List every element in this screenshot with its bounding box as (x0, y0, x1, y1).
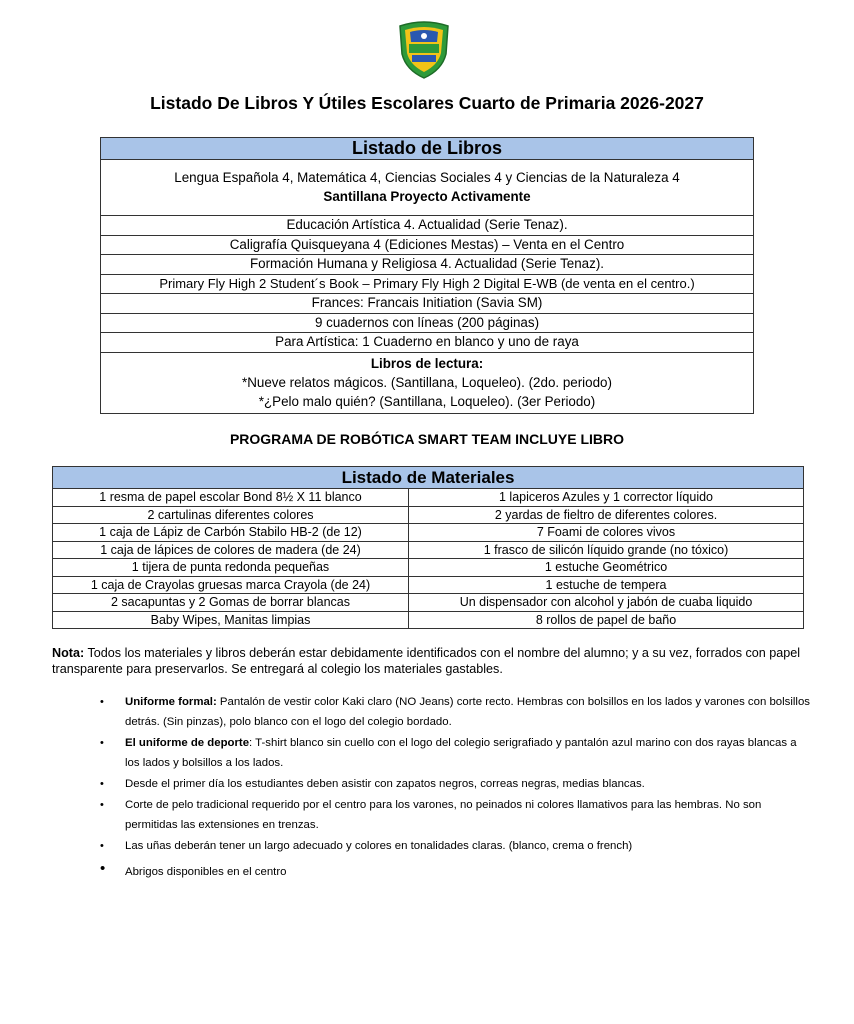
material-item: 1 frasco de silicón líquido grande (no tóxico) (409, 541, 804, 559)
note-text: Todos los materiales y libros deberán estar debidamente identificados con el nombre del alumno; y a su vez, forrados con papel transparente para preservarlos. Se entregará al colegio los materiales gastables. (52, 646, 801, 676)
table-row (53, 541, 804, 559)
books-main-publisher: Santillana Proyecto Activamente (323, 189, 531, 204)
list-item (100, 774, 810, 794)
book-row: Para Artística: 1 Cuaderno en blanco y uno de raya (101, 333, 754, 353)
list-item (100, 795, 810, 835)
books-main-cell (101, 160, 754, 216)
reading-book-item: *Nueve relatos mágicos. (Santillana, Loqueleo). (2do. periodo) (242, 374, 612, 390)
uniform-rules-list (100, 692, 810, 883)
book-row: 9 cuadernos con líneas (200 páginas) (101, 313, 754, 333)
material-item: 1 estuche Geométrico (409, 559, 804, 577)
school-crest-logo (396, 20, 452, 80)
material-item: 2 sacapuntas y 2 Gomas de borrar blancas (53, 594, 409, 612)
book-row: Formación Humana y Religiosa 4. Actualidad (Serie Tenaz). (101, 255, 754, 275)
material-item: 7 Foami de colores vivos (409, 524, 804, 542)
table-row (53, 524, 804, 542)
list-item-text: Las uñas deberán tener un largo adecuado y colores en tonalidades claras. (blanco, crema o french) (125, 840, 633, 852)
material-item: 1 caja de Lápiz de Carbón Stabilo HB-2 (de 12) (53, 524, 409, 542)
bullet-icon: • (100, 778, 104, 790)
table-row (53, 489, 804, 507)
material-item: 1 tijera de punta redonda pequeñas (53, 559, 409, 577)
note-label: Nota: (52, 646, 85, 660)
material-item: 8 rollos de papel de baño (409, 611, 804, 629)
note-paragraph (52, 645, 804, 677)
bullet-icon: • (100, 860, 106, 877)
list-item (100, 836, 810, 856)
bullet-icon: • (100, 737, 104, 749)
reading-books-title: Libros de lectura: (370, 355, 484, 371)
materials-table (52, 466, 804, 629)
book-row: Caligrafía Quisqueyana 4 (Ediciones Mestas) – Venta en el Centro (101, 235, 754, 255)
bullet-icon: • (100, 840, 104, 852)
list-item (100, 733, 810, 773)
table-row (53, 611, 804, 629)
reading-book-item: *¿Pelo malo quién? (Santillana, Loqueleo). (3er Periodo) (258, 393, 596, 409)
table-row (53, 559, 804, 577)
table-row (53, 506, 804, 524)
books-main-line: Lengua Española 4, Matemática 4, Ciencias Sociales 4 y Ciencias de la Naturaleza 4 (174, 170, 680, 185)
material-item: 1 estuche de tempera (409, 576, 804, 594)
material-item: 1 caja de Crayolas gruesas marca Crayola (de 24) (53, 576, 409, 594)
list-item (100, 692, 810, 732)
material-item: Baby Wipes, Manitas limpias (53, 611, 409, 629)
robotics-program-heading: PROGRAMA DE ROBÓTICA SMART TEAM INCLUYE LIBRO (229, 431, 625, 447)
list-item (100, 862, 810, 882)
material-item: Un dispensador con alcohol y jabón de cuaba liquido (409, 594, 804, 612)
materials-table-header: Listado de Materiales (53, 467, 804, 489)
material-item: 1 lapiceros Azules y 1 corrector líquido (409, 489, 804, 507)
material-item: 1 resma de papel escolar Bond 8½ X 11 blanco (53, 489, 409, 507)
material-item: 2 cartulinas diferentes colores (53, 506, 409, 524)
bullet-icon: • (100, 799, 104, 811)
list-item-text: Desde el primer día los estudiantes deben asistir con zapatos negros, correas negras, medias blancas. (125, 778, 645, 790)
list-item-text: : T-shirt blanco sin cuello con el logo del colegio serigrafiado y pantalón azul marino con dos rayas blancas a los lados y bolsillos a los lados. (125, 737, 797, 769)
page-title: Listado De Libros Y Útiles Escolares Cuarto de Primaria 2026-2027 (150, 93, 704, 113)
material-item: 2 yardas de fieltro de diferentes colores. (409, 506, 804, 524)
list-item-bold: Uniforme formal: (125, 696, 217, 708)
table-row (53, 594, 804, 612)
book-row: Frances: Francais Initiation (Savia SM) (101, 294, 754, 314)
books-table (100, 137, 754, 414)
book-row: Primary Fly High 2 Student´s Book – Primary Fly High 2 Digital E-WB (de venta en el centro.) (101, 274, 754, 294)
reading-books-cell (101, 352, 754, 413)
book-row: Educación Artística 4. Actualidad (Serie Tenaz). (101, 216, 754, 236)
books-table-header: Listado de Libros (101, 138, 754, 160)
list-item-text: Abrigos disponibles en el centro (125, 866, 287, 878)
list-item-text: Corte de pelo tradicional requerido por el centro para los varones, no peinados ni colores llamativos para las hembras. No son permitidas las extensiones en trenzas. (125, 799, 762, 831)
list-item-bold: El uniforme de deporte (125, 737, 250, 749)
bullet-icon: • (100, 696, 104, 708)
table-row (53, 576, 804, 594)
material-item: 1 caja de lápices de colores de madera (de 24) (53, 541, 409, 559)
list-item-text: Pantalón de vestir color Kaki claro (NO Jeans) corte recto. Hembras con bolsillos en los lados y varones con bolsillos detrás. (Sin pinzas), polo blanco con el logo del colegio bordado. (125, 696, 810, 728)
